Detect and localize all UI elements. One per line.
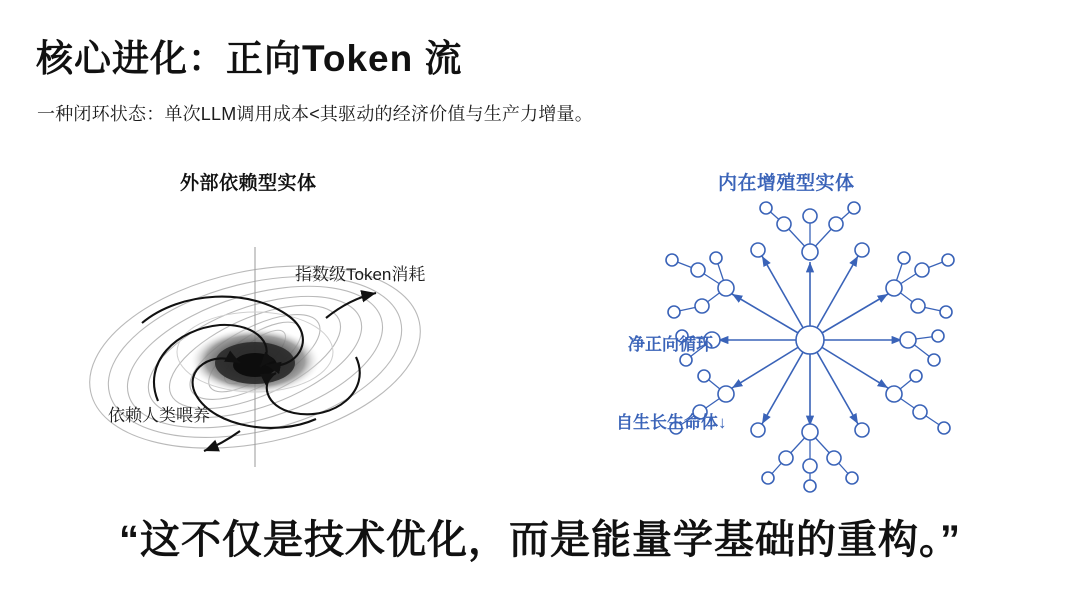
closing-quote: “这不仅是技术优化，而是能量学基础的重构。” bbox=[119, 518, 961, 562]
label-human-feeding: 依赖人类喂养 bbox=[108, 406, 210, 425]
black-hole-vortex-diagram bbox=[80, 205, 520, 495]
page-subtitle: 一种闭环状态：单次LLM调用成本<其驱动的经济价值与生产力增量。 bbox=[37, 104, 593, 124]
vortex-svg bbox=[80, 205, 520, 495]
token-consumption-pointer bbox=[326, 293, 376, 318]
left-panel-heading: 外部依赖型实体 bbox=[180, 173, 317, 194]
right-panel-heading: 内在增殖型实体 bbox=[718, 173, 855, 194]
radial-network-diagram bbox=[610, 190, 1030, 500]
label-net-positive-loop: 净正向循环 bbox=[628, 335, 713, 354]
label-self-growing-organism: 自生长生命体↓ bbox=[616, 413, 727, 432]
label-token-consumption: 指数级Token消耗 bbox=[295, 265, 426, 284]
page-title: 核心进化：正向Token 流 bbox=[36, 38, 463, 79]
